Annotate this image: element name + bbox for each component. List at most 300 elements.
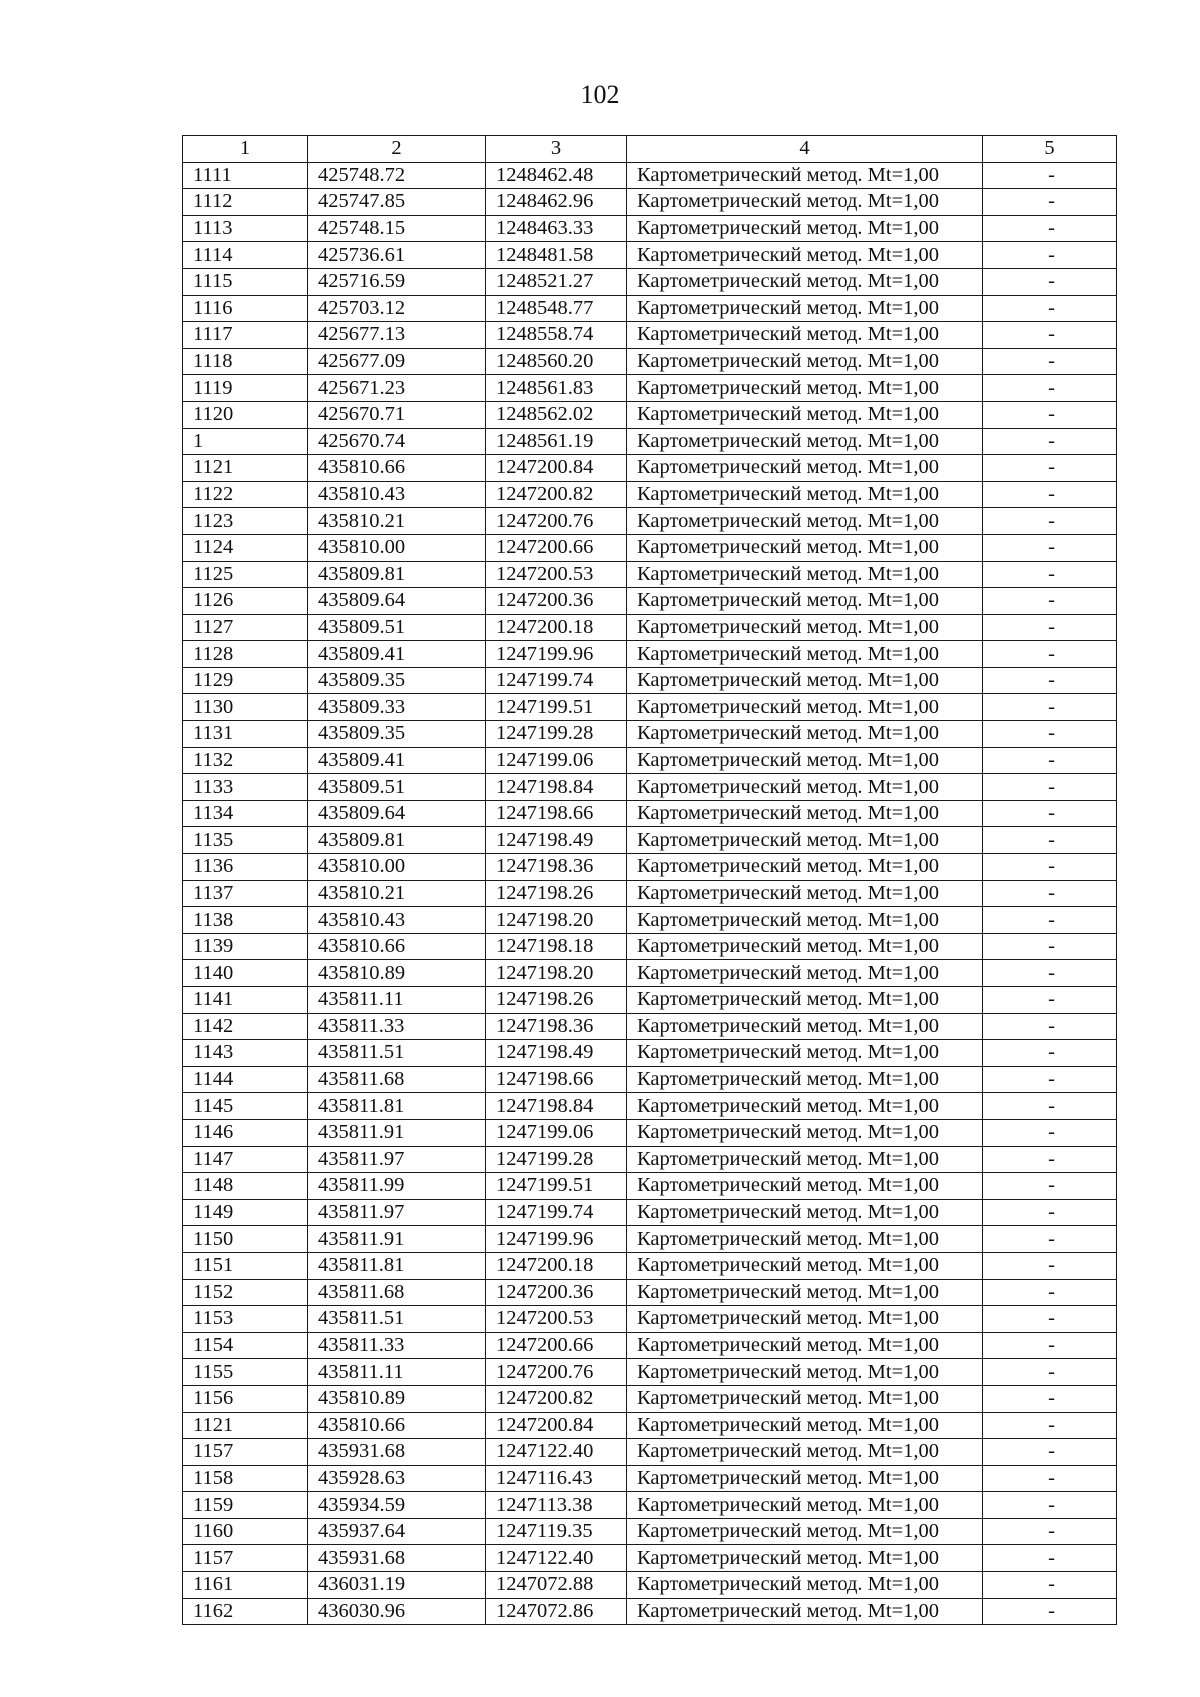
cell-point-number: 1145 (183, 1093, 308, 1120)
cell-method: Картометрический метод. Mt=1,00 (627, 428, 983, 455)
cell-method: Картометрический метод. Mt=1,00 (627, 987, 983, 1014)
cell-description: - (983, 1066, 1117, 1093)
table-row (183, 1199, 1117, 1226)
cell-description: - (983, 428, 1117, 455)
cell-description: - (983, 588, 1117, 615)
cell-x: 435811.33 (308, 1332, 486, 1359)
cell-x: 435811.99 (308, 1173, 486, 1200)
cell-description: - (983, 242, 1117, 269)
table-row (183, 428, 1117, 455)
table-row (183, 455, 1117, 482)
cell-y: 1248481.58 (486, 242, 627, 269)
cell-description: - (983, 933, 1117, 960)
cell-y: 1247072.86 (486, 1598, 627, 1625)
cell-point-number: 1156 (183, 1385, 308, 1412)
cell-method: Картометрический метод. Mt=1,00 (627, 1439, 983, 1466)
cell-y: 1247198.18 (486, 933, 627, 960)
cell-point-number: 1119 (183, 375, 308, 402)
table-row (183, 588, 1117, 615)
table-row (183, 348, 1117, 375)
cell-method: Картометрический метод. Mt=1,00 (627, 1146, 983, 1173)
cell-y: 1247198.20 (486, 907, 627, 934)
table-row (183, 1066, 1117, 1093)
cell-method: Картометрический метод. Mt=1,00 (627, 800, 983, 827)
cell-method: Картометрический метод. Mt=1,00 (627, 721, 983, 748)
cell-y: 1247198.26 (486, 987, 627, 1014)
cell-x: 435811.68 (308, 1066, 486, 1093)
cell-method: Картометрический метод. Mt=1,00 (627, 215, 983, 242)
coordinates-table (182, 135, 1117, 1625)
cell-method: Картометрический метод. Mt=1,00 (627, 1332, 983, 1359)
cell-description: - (983, 1359, 1117, 1386)
table-row (183, 189, 1117, 216)
cell-y: 1247113.38 (486, 1492, 627, 1519)
cell-description: - (983, 295, 1117, 322)
cell-method: Картометрический метод. Mt=1,00 (627, 588, 983, 615)
cell-description: - (983, 774, 1117, 801)
table-row (183, 215, 1117, 242)
cell-y: 1247200.76 (486, 508, 627, 535)
table-row (183, 1173, 1117, 1200)
cell-x: 425703.12 (308, 295, 486, 322)
cell-method: Картометрический метод. Mt=1,00 (627, 1385, 983, 1412)
cell-y: 1247199.28 (486, 721, 627, 748)
cell-description: - (983, 215, 1117, 242)
cell-method: Картометрический метод. Mt=1,00 (627, 614, 983, 641)
cell-x: 425736.61 (308, 242, 486, 269)
cell-method: Картометрический метод. Mt=1,00 (627, 162, 983, 189)
cell-point-number: 1151 (183, 1252, 308, 1279)
cell-description: - (983, 162, 1117, 189)
table-row (183, 268, 1117, 295)
cell-description: - (983, 854, 1117, 881)
cell-method: Картометрический метод. Mt=1,00 (627, 1465, 983, 1492)
cell-x: 435811.11 (308, 987, 486, 1014)
cell-y: 1248463.33 (486, 215, 627, 242)
cell-x: 435811.51 (308, 1040, 486, 1067)
table-row (183, 1572, 1117, 1599)
cell-method: Картометрический метод. Mt=1,00 (627, 455, 983, 482)
cell-y: 1247200.82 (486, 481, 627, 508)
cell-method: Картометрический метод. Mt=1,00 (627, 295, 983, 322)
cell-x: 425748.72 (308, 162, 486, 189)
table-row (183, 1040, 1117, 1067)
cell-description: - (983, 1040, 1117, 1067)
cell-point-number: 1112 (183, 189, 308, 216)
cell-point-number: 1137 (183, 880, 308, 907)
table-row (183, 508, 1117, 535)
cell-method: Картометрический метод. Mt=1,00 (627, 747, 983, 774)
cell-point-number: 1123 (183, 508, 308, 535)
cell-description: - (983, 1306, 1117, 1333)
cell-y: 1248558.74 (486, 322, 627, 349)
table-row (183, 1412, 1117, 1439)
cell-description: - (983, 1013, 1117, 1040)
cell-point-number: 1140 (183, 960, 308, 987)
cell-x: 435809.41 (308, 747, 486, 774)
cell-point-number: 1113 (183, 215, 308, 242)
cell-y: 1247199.06 (486, 1119, 627, 1146)
cell-point-number: 1127 (183, 614, 308, 641)
table-row (183, 641, 1117, 668)
cell-method: Картометрический метод. Mt=1,00 (627, 1306, 983, 1333)
cell-x: 425670.71 (308, 401, 486, 428)
cell-method: Картометрический метод. Mt=1,00 (627, 1359, 983, 1386)
cell-description: - (983, 880, 1117, 907)
table-row (183, 1332, 1117, 1359)
cell-description: - (983, 1598, 1117, 1625)
cell-y: 1247198.36 (486, 1013, 627, 1040)
table-row (183, 694, 1117, 721)
table-row (183, 907, 1117, 934)
cell-x: 435809.81 (308, 561, 486, 588)
cell-point-number: 1128 (183, 641, 308, 668)
cell-description: - (983, 1572, 1117, 1599)
cell-x: 425677.13 (308, 322, 486, 349)
cell-point-number: 1121 (183, 455, 308, 482)
cell-x: 435809.64 (308, 588, 486, 615)
cell-point-number: 1149 (183, 1199, 308, 1226)
cell-x: 425677.09 (308, 348, 486, 375)
cell-description: - (983, 401, 1117, 428)
table-row (183, 401, 1117, 428)
cell-x: 435809.35 (308, 667, 486, 694)
cell-method: Картометрический метод. Mt=1,00 (627, 694, 983, 721)
cell-y: 1247122.40 (486, 1545, 627, 1572)
table-row (183, 1518, 1117, 1545)
table-row (183, 1439, 1117, 1466)
cell-description: - (983, 1093, 1117, 1120)
table-row (183, 987, 1117, 1014)
table-row (183, 1359, 1117, 1386)
cell-y: 1247200.82 (486, 1385, 627, 1412)
cell-method: Картометрический метод. Mt=1,00 (627, 641, 983, 668)
cell-point-number: 1116 (183, 295, 308, 322)
cell-description: - (983, 694, 1117, 721)
header-row (183, 136, 1117, 163)
cell-point-number: 1120 (183, 401, 308, 428)
cell-point-number: 1126 (183, 588, 308, 615)
cell-x: 435934.59 (308, 1492, 486, 1519)
table-row (183, 614, 1117, 641)
cell-method: Картометрический метод. Mt=1,00 (627, 1518, 983, 1545)
cell-x: 435928.63 (308, 1465, 486, 1492)
cell-y: 1248521.27 (486, 268, 627, 295)
cell-description: - (983, 348, 1117, 375)
cell-x: 435937.64 (308, 1518, 486, 1545)
cell-x: 435811.81 (308, 1252, 486, 1279)
cell-y: 1247199.51 (486, 694, 627, 721)
cell-x: 435810.21 (308, 880, 486, 907)
table-row (183, 481, 1117, 508)
cell-x: 435811.91 (308, 1119, 486, 1146)
cell-method: Картометрический метод. Mt=1,00 (627, 1199, 983, 1226)
cell-description: - (983, 1518, 1117, 1545)
cell-point-number: 1115 (183, 268, 308, 295)
cell-y: 1247198.84 (486, 774, 627, 801)
table-row (183, 1385, 1117, 1412)
cell-point-number: 1129 (183, 667, 308, 694)
cell-x: 425716.59 (308, 268, 486, 295)
cell-method: Картометрический метод. Mt=1,00 (627, 1093, 983, 1120)
cell-description: - (983, 1226, 1117, 1253)
cell-point-number: 1141 (183, 987, 308, 1014)
table-row (183, 375, 1117, 402)
cell-method: Картометрический метод. Mt=1,00 (627, 189, 983, 216)
cell-y: 1247198.66 (486, 800, 627, 827)
table-row (183, 534, 1117, 561)
cell-x: 435810.66 (308, 1412, 486, 1439)
table-row (183, 1093, 1117, 1120)
cell-x: 435810.21 (308, 508, 486, 535)
cell-y: 1247200.76 (486, 1359, 627, 1386)
cell-method: Картометрический метод. Mt=1,00 (627, 1252, 983, 1279)
cell-y: 1247198.26 (486, 880, 627, 907)
header-cell-point-number: 1 (183, 136, 308, 163)
cell-y: 1247116.43 (486, 1465, 627, 1492)
cell-y: 1248462.48 (486, 162, 627, 189)
cell-x: 435810.66 (308, 455, 486, 482)
cell-method: Картометрический метод. Mt=1,00 (627, 481, 983, 508)
cell-y: 1247199.74 (486, 1199, 627, 1226)
cell-point-number: 1118 (183, 348, 308, 375)
cell-x: 435811.68 (308, 1279, 486, 1306)
cell-y: 1247198.20 (486, 960, 627, 987)
cell-point-number: 1130 (183, 694, 308, 721)
cell-method: Картометрический метод. Mt=1,00 (627, 774, 983, 801)
cell-description: - (983, 1332, 1117, 1359)
header-cell-description: 5 (983, 136, 1117, 163)
cell-point-number: 1111 (183, 162, 308, 189)
cell-y: 1248561.19 (486, 428, 627, 455)
cell-method: Картометрический метод. Mt=1,00 (627, 1040, 983, 1067)
cell-x: 435809.51 (308, 614, 486, 641)
table-row (183, 1598, 1117, 1625)
cell-point-number: 1159 (183, 1492, 308, 1519)
cell-point-number: 1 (183, 428, 308, 455)
cell-method: Картометрический метод. Mt=1,00 (627, 534, 983, 561)
table-row (183, 1226, 1117, 1253)
cell-point-number: 1161 (183, 1572, 308, 1599)
table-row (183, 1545, 1117, 1572)
cell-method: Картометрический метод. Mt=1,00 (627, 1545, 983, 1572)
cell-point-number: 1152 (183, 1279, 308, 1306)
cell-x: 425670.74 (308, 428, 486, 455)
cell-y: 1247122.40 (486, 1439, 627, 1466)
cell-point-number: 1158 (183, 1465, 308, 1492)
cell-x: 435810.43 (308, 907, 486, 934)
cell-description: - (983, 1252, 1117, 1279)
table-row (183, 854, 1117, 881)
cell-description: - (983, 907, 1117, 934)
cell-x: 435809.35 (308, 721, 486, 748)
cell-point-number: 1131 (183, 721, 308, 748)
header-cell-y: 3 (486, 136, 627, 163)
cell-x: 435810.00 (308, 534, 486, 561)
table-row (183, 561, 1117, 588)
cell-y: 1247199.96 (486, 1226, 627, 1253)
cell-point-number: 1160 (183, 1518, 308, 1545)
table-header (183, 136, 1117, 163)
cell-point-number: 1153 (183, 1306, 308, 1333)
cell-description: - (983, 534, 1117, 561)
cell-method: Картометрический метод. Mt=1,00 (627, 854, 983, 881)
cell-description: - (983, 508, 1117, 535)
cell-y: 1248560.20 (486, 348, 627, 375)
table-row (183, 800, 1117, 827)
cell-description: - (983, 1279, 1117, 1306)
cell-y: 1247200.36 (486, 1279, 627, 1306)
cell-point-number: 1124 (183, 534, 308, 561)
cell-point-number: 1157 (183, 1439, 308, 1466)
cell-y: 1247198.49 (486, 1040, 627, 1067)
cell-description: - (983, 1545, 1117, 1572)
cell-method: Картометрический метод. Mt=1,00 (627, 561, 983, 588)
cell-x: 435810.89 (308, 1385, 486, 1412)
cell-description: - (983, 1439, 1117, 1466)
cell-y: 1247199.51 (486, 1173, 627, 1200)
cell-x: 435810.89 (308, 960, 486, 987)
cell-x: 435811.81 (308, 1093, 486, 1120)
table-row (183, 242, 1117, 269)
cell-x: 435810.43 (308, 481, 486, 508)
cell-y: 1247200.53 (486, 1306, 627, 1333)
table-row (183, 1306, 1117, 1333)
cell-description: - (983, 1173, 1117, 1200)
cell-method: Картометрический метод. Mt=1,00 (627, 1492, 983, 1519)
cell-point-number: 1125 (183, 561, 308, 588)
cell-x: 436031.19 (308, 1572, 486, 1599)
cell-y: 1247072.88 (486, 1572, 627, 1599)
table-row (183, 1465, 1117, 1492)
cell-point-number: 1150 (183, 1226, 308, 1253)
cell-method: Картометрический метод. Mt=1,00 (627, 1226, 983, 1253)
cell-point-number: 1135 (183, 827, 308, 854)
cell-y: 1247199.74 (486, 667, 627, 694)
page-number: 102 (580, 80, 620, 109)
cell-description: - (983, 1385, 1117, 1412)
cell-point-number: 1122 (183, 481, 308, 508)
cell-description: - (983, 800, 1117, 827)
cell-x: 435809.81 (308, 827, 486, 854)
table-row (183, 721, 1117, 748)
cell-method: Картометрический метод. Mt=1,00 (627, 322, 983, 349)
cell-description: - (983, 481, 1117, 508)
cell-description: - (983, 189, 1117, 216)
cell-y: 1247200.66 (486, 534, 627, 561)
cell-x: 435809.33 (308, 694, 486, 721)
cell-point-number: 1144 (183, 1066, 308, 1093)
header-cell-method: 4 (627, 136, 983, 163)
cell-description: - (983, 1465, 1117, 1492)
table-row (183, 1013, 1117, 1040)
cell-description: - (983, 827, 1117, 854)
cell-description: - (983, 721, 1117, 748)
cell-method: Картометрический метод. Mt=1,00 (627, 1572, 983, 1599)
cell-description: - (983, 747, 1117, 774)
cell-x: 435811.11 (308, 1359, 486, 1386)
cell-method: Картометрический метод. Mt=1,00 (627, 1598, 983, 1625)
cell-y: 1248548.77 (486, 295, 627, 322)
cell-description: - (983, 375, 1117, 402)
cell-x: 435931.68 (308, 1545, 486, 1572)
cell-description: - (983, 960, 1117, 987)
cell-method: Картометрический метод. Mt=1,00 (627, 1412, 983, 1439)
cell-y: 1247200.18 (486, 614, 627, 641)
cell-y: 1247198.36 (486, 854, 627, 881)
cell-point-number: 1155 (183, 1359, 308, 1386)
cell-point-number: 1157 (183, 1545, 308, 1572)
table-row (183, 1492, 1117, 1519)
cell-x: 435811.51 (308, 1306, 486, 1333)
table-row (183, 960, 1117, 987)
cell-y: 1248462.96 (486, 189, 627, 216)
cell-description: - (983, 1199, 1117, 1226)
cell-method: Картометрический метод. Mt=1,00 (627, 401, 983, 428)
cell-method: Картометрический метод. Mt=1,00 (627, 907, 983, 934)
cell-method: Картометрический метод. Mt=1,00 (627, 960, 983, 987)
cell-point-number: 1134 (183, 800, 308, 827)
cell-description: - (983, 987, 1117, 1014)
cell-description: - (983, 1119, 1117, 1146)
cell-y: 1247199.28 (486, 1146, 627, 1173)
cell-method: Картометрический метод. Mt=1,00 (627, 1013, 983, 1040)
cell-description: - (983, 1492, 1117, 1519)
cell-point-number: 1162 (183, 1598, 308, 1625)
cell-y: 1247200.84 (486, 1412, 627, 1439)
cell-description: - (983, 322, 1117, 349)
cell-y: 1247198.84 (486, 1093, 627, 1120)
cell-point-number: 1154 (183, 1332, 308, 1359)
cell-description: - (983, 455, 1117, 482)
cell-y: 1247199.06 (486, 747, 627, 774)
cell-description: - (983, 614, 1117, 641)
cell-description: - (983, 641, 1117, 668)
cell-point-number: 1133 (183, 774, 308, 801)
cell-description: - (983, 268, 1117, 295)
cell-x: 425748.15 (308, 215, 486, 242)
cell-y: 1247198.49 (486, 827, 627, 854)
cell-point-number: 1114 (183, 242, 308, 269)
table-row (183, 933, 1117, 960)
cell-x: 436030.96 (308, 1598, 486, 1625)
cell-x: 435931.68 (308, 1439, 486, 1466)
cell-description: - (983, 1146, 1117, 1173)
cell-x: 425747.85 (308, 189, 486, 216)
cell-point-number: 1132 (183, 747, 308, 774)
cell-method: Картометрический метод. Mt=1,00 (627, 667, 983, 694)
cell-x: 435809.41 (308, 641, 486, 668)
cell-y: 1247200.53 (486, 561, 627, 588)
table-row (183, 827, 1117, 854)
cell-y: 1247200.36 (486, 588, 627, 615)
cell-method: Картометрический метод. Mt=1,00 (627, 933, 983, 960)
cell-y: 1247200.66 (486, 1332, 627, 1359)
cell-y: 1247199.96 (486, 641, 627, 668)
cell-y: 1247200.18 (486, 1252, 627, 1279)
cell-point-number: 1117 (183, 322, 308, 349)
table-body (183, 162, 1117, 1625)
table-row (183, 667, 1117, 694)
cell-method: Картометрический метод. Mt=1,00 (627, 827, 983, 854)
cell-method: Картометрический метод. Mt=1,00 (627, 268, 983, 295)
table-row (183, 162, 1117, 189)
table-row (183, 1279, 1117, 1306)
cell-point-number: 1139 (183, 933, 308, 960)
cell-method: Картометрический метод. Mt=1,00 (627, 1066, 983, 1093)
cell-x: 435809.64 (308, 800, 486, 827)
cell-y: 1248561.83 (486, 375, 627, 402)
